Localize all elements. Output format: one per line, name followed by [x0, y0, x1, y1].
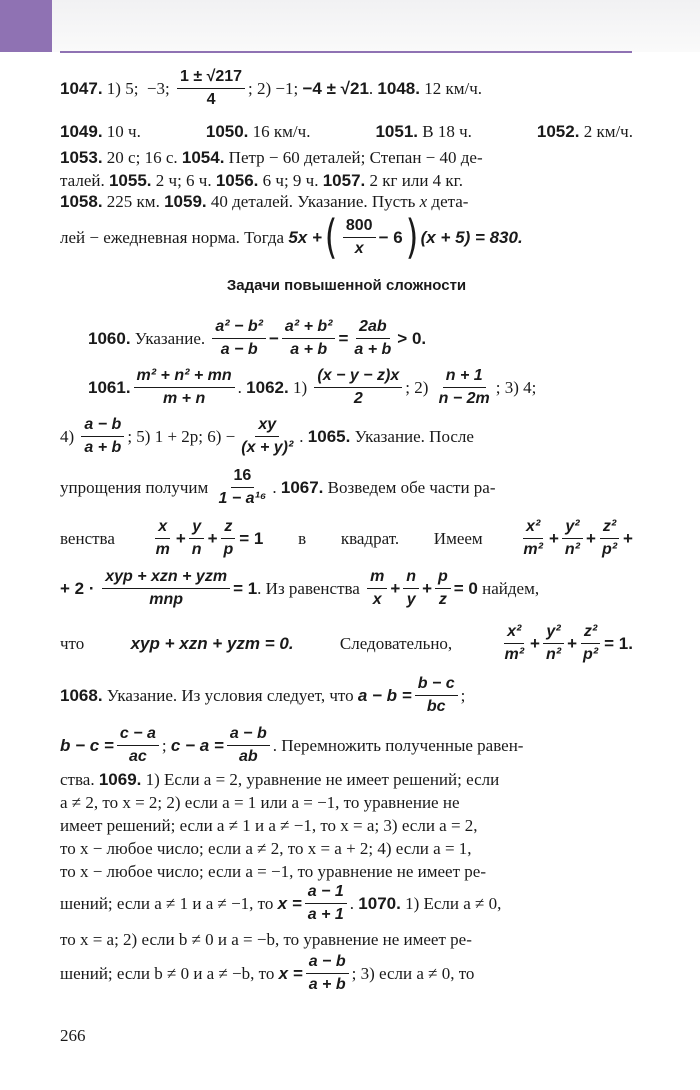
- answer-text: Указание. После: [350, 426, 474, 446]
- problem-number: 1052.: [536, 121, 580, 141]
- problem-number: 1057.: [322, 170, 366, 190]
- answer-text: то x − любое число; если a = −1, то уравнение не имеет ре-: [60, 861, 486, 881]
- math-expression: xyp + xzn + yzm = 0.: [130, 633, 294, 653]
- answer-text: 1) Если a ≠ 0,: [400, 893, 502, 913]
- operator: =: [338, 328, 349, 348]
- numerator: n: [403, 568, 419, 589]
- fraction: [212, 318, 266, 358]
- numerator: x: [155, 518, 170, 539]
- problem-number: 1061.: [88, 377, 131, 397]
- denominator: m²: [523, 540, 543, 558]
- denominator: n²: [545, 645, 562, 663]
- numerator: xy: [255, 416, 279, 437]
- numerator: a² + b²: [282, 318, 336, 339]
- fraction: [343, 217, 376, 257]
- numerator: z²: [581, 623, 600, 644]
- denominator: (x + y)²: [241, 438, 294, 456]
- answer-text: a ≠ 2, то x = 2; 2) если a = 1 или a = −1, то уравнение не: [60, 792, 460, 812]
- fraction: [305, 883, 347, 923]
- numerator: a − b: [81, 416, 124, 437]
- denominator: a + b: [354, 340, 392, 358]
- fraction: [351, 318, 394, 358]
- answer-line-2: [60, 120, 633, 142]
- answer-text: Следовательно,: [339, 633, 453, 653]
- numerator: 16: [231, 467, 255, 488]
- answer-text: венства: [60, 528, 115, 548]
- problem-number: 1059.: [164, 191, 207, 211]
- operator: +: [548, 528, 559, 548]
- answer-text: 2 кг или 4 кг.: [365, 170, 463, 190]
- math-variable: x: [419, 191, 428, 211]
- answer-text: .: [349, 893, 359, 913]
- problem-number: 1058.: [60, 191, 103, 211]
- answer-text: 4): [60, 426, 79, 446]
- problem-number: 1068.: [60, 685, 103, 705]
- answer-text: шений; если b ≠ 0 и a ≠ −b, то: [60, 963, 279, 983]
- math-expression: = 1.: [604, 633, 633, 653]
- answer-text: шений; если a ≠ 1 и a ≠ −1, то: [60, 893, 278, 913]
- answer-text: . Перемножить полученные равен-: [272, 735, 524, 755]
- math-expression: = 1: [233, 578, 258, 598]
- answer-line-15: [60, 720, 633, 770]
- answer-text: талей.: [60, 170, 109, 190]
- fraction: [134, 367, 235, 407]
- answer-line-13: [60, 618, 633, 668]
- answer-line-23: [60, 948, 633, 998]
- chapter-tab: [0, 0, 52, 52]
- answer-text: Указание. Из условия следует, что: [102, 685, 358, 705]
- answer-text: то x − любое число; если a ≠ 2, то x = a + 2; 4) если a = 1,: [60, 838, 472, 858]
- fraction: [435, 568, 451, 608]
- answer-text: упрощения получим: [60, 477, 213, 497]
- numerator: xyp + xzn + yzm: [102, 568, 230, 589]
- math-expression: (x + 5) = 830.: [420, 227, 523, 247]
- fraction: [81, 416, 124, 456]
- operator: +: [390, 578, 401, 598]
- operator: +: [530, 633, 540, 653]
- math-expression: − 6: [378, 227, 403, 247]
- operator: +: [567, 633, 578, 653]
- page-number: 266: [60, 1026, 86, 1045]
- answer-text: Возведем обе части ра-: [323, 477, 496, 497]
- page-header-band: [52, 0, 700, 52]
- denominator: m + n: [162, 389, 206, 407]
- numerator: y²: [543, 623, 563, 644]
- numerator: a − 1: [305, 883, 347, 904]
- math-expression: c − a =: [170, 735, 224, 755]
- answer-line-21: [60, 878, 633, 928]
- fraction: [543, 623, 564, 663]
- numerator: c − a: [117, 725, 159, 746]
- numerator: z²: [600, 518, 619, 539]
- answer-line-11: [60, 512, 633, 564]
- denominator: ac: [128, 747, 147, 765]
- fraction: [216, 467, 270, 507]
- answer-text: дета-: [427, 191, 469, 211]
- fraction: [227, 725, 270, 765]
- answer-text: 1) Если a = 2, уравнение не имеет решений; если: [141, 769, 500, 789]
- numerator: n + 1: [443, 367, 486, 388]
- numerator: x²: [504, 623, 524, 644]
- fraction: [520, 518, 546, 558]
- answer-line-8: [60, 362, 633, 412]
- fraction: [580, 623, 601, 663]
- header-rule: [60, 51, 632, 53]
- numerator: x²: [523, 518, 543, 539]
- math-expression: + 2 ·: [60, 578, 100, 598]
- answer-text: Имеем: [433, 528, 483, 548]
- operator: +: [422, 578, 432, 598]
- fraction: [403, 568, 419, 608]
- answer-text: 1): [288, 377, 312, 397]
- denominator: 4: [206, 90, 216, 108]
- problem-number: 1065.: [307, 426, 351, 446]
- answer-line-7: [60, 314, 633, 362]
- denominator: 2: [353, 389, 363, 407]
- fraction: [415, 675, 458, 715]
- denominator: mnp: [149, 590, 184, 608]
- numerator: m² + n² + mn: [134, 367, 235, 388]
- denominator: x: [354, 239, 364, 257]
- denominator: a + b: [290, 340, 328, 358]
- fraction: [153, 518, 173, 558]
- fraction: [306, 953, 349, 993]
- math-expression: b − c =: [60, 735, 114, 755]
- answer-line-17: [60, 791, 633, 813]
- denominator: n − 2m: [438, 389, 490, 407]
- answer-text: .: [299, 426, 308, 446]
- answer-text: 12 км/ч.: [419, 78, 482, 98]
- numerator: y²: [562, 518, 582, 539]
- problem-number: 1055.: [108, 170, 152, 190]
- fraction: [238, 416, 296, 456]
- answer-text: лей − ежедневная норма. Тогда: [60, 227, 289, 247]
- answer-line-10: [60, 462, 633, 512]
- denominator: n²: [564, 540, 580, 558]
- denominator: 1 − a¹⁶: [218, 489, 267, 507]
- numerator: b − c: [415, 675, 458, 696]
- answer-line-9: [60, 410, 633, 462]
- fraction: [177, 68, 245, 108]
- denominator: m²: [504, 645, 525, 663]
- answer-line-12: [60, 562, 633, 614]
- math-expression: x =: [278, 963, 303, 983]
- answer-line-1: [60, 68, 633, 108]
- answer-text: ; 2): [405, 377, 433, 397]
- answer-text: В 18 ч.: [418, 121, 477, 141]
- numerator: 1 ± √217: [177, 68, 245, 89]
- problem-number: 1049.: [60, 121, 103, 141]
- operator: +: [175, 528, 186, 548]
- math-expression: x =: [277, 893, 302, 913]
- operator: −: [268, 328, 279, 348]
- numerator: a − b: [306, 953, 349, 974]
- denominator: bc: [426, 697, 446, 715]
- operator: +: [586, 528, 596, 548]
- numerator: a² − b²: [212, 318, 266, 339]
- denominator: m: [155, 540, 170, 558]
- answer-text: . Из равенства: [257, 578, 365, 598]
- math-expression: a − b =: [357, 685, 412, 705]
- fraction: [599, 518, 620, 558]
- math-expression: = 1: [239, 528, 264, 548]
- answer-text: имеет решений; если a ≠ 1 и a ≠ −1, то x = a; 3) если a = 2,: [60, 815, 478, 835]
- denominator: z: [438, 590, 447, 608]
- problem-number: 1047.: [60, 78, 103, 98]
- answer-text: то x = a; 2) если b ≠ 0 и a = −b, то уравнение не имеет ре-: [60, 929, 472, 949]
- denominator: a + b: [308, 975, 346, 993]
- denominator: x: [372, 590, 382, 608]
- answer-text: ; 5) 1 + 2p; 6) −: [127, 426, 236, 446]
- answer-line-22: [60, 928, 633, 950]
- numerator: y: [189, 518, 204, 539]
- denominator: p: [223, 540, 234, 558]
- right-paren: ): [405, 210, 418, 264]
- fraction: [501, 623, 527, 663]
- answer-line-18: [60, 814, 633, 836]
- fraction: [282, 318, 336, 358]
- answer-text: Петр − 60 деталей; Степан − 40 де-: [224, 147, 483, 167]
- answer-line-3: [60, 146, 633, 168]
- problem-number: 1069.: [98, 769, 142, 789]
- numerator: a − b: [227, 725, 270, 746]
- answer-text: ; 2) −1;: [248, 78, 303, 98]
- answer-line-6: [60, 208, 633, 266]
- math-expression: 5x +: [288, 227, 322, 247]
- answer-text: в: [298, 528, 307, 548]
- fraction: [436, 367, 493, 407]
- answer-text: ;: [460, 685, 466, 705]
- answer-line-4: [60, 169, 633, 191]
- math-expression: −4 ± √21: [302, 78, 369, 98]
- problem-number: 1051.: [375, 121, 418, 141]
- answer-text: ;: [161, 735, 171, 755]
- numerator: 800: [343, 217, 376, 238]
- answer-text: 225 км.: [102, 191, 165, 211]
- answer-text: найдем,: [477, 578, 540, 598]
- denominator: a − b: [220, 340, 258, 358]
- denominator: n: [191, 540, 202, 558]
- answer-text: .: [237, 377, 247, 397]
- math-expression: > 0.: [397, 328, 427, 348]
- denominator: a + b: [84, 438, 122, 456]
- math-expression: = 0: [453, 578, 478, 598]
- fraction: [189, 518, 205, 558]
- fraction: [367, 568, 387, 608]
- answer-text: квадрат.: [340, 528, 400, 548]
- problem-number: 1048.: [377, 78, 420, 98]
- denominator: p²: [601, 540, 618, 558]
- denominator: y: [406, 590, 416, 608]
- denominator: a + 1: [307, 905, 344, 923]
- numerator: 2ab: [356, 318, 390, 339]
- problem-number: 1062.: [246, 377, 289, 397]
- answer-text: Указание.: [130, 328, 210, 348]
- answer-line-19: [60, 837, 633, 859]
- answer-text: 2 км/ч.: [579, 121, 633, 141]
- answer-text: .: [368, 78, 378, 98]
- fraction: [117, 725, 159, 765]
- problem-number: 1056.: [215, 170, 259, 190]
- numerator: z: [221, 518, 235, 539]
- problem-number: 1053.: [60, 147, 103, 167]
- answer-text: ; 3) если a ≠ 0, то: [351, 963, 475, 983]
- denominator: ab: [238, 747, 258, 765]
- fraction: [221, 518, 237, 558]
- answer-text: ; 3) 4;: [495, 377, 537, 397]
- operator: +: [623, 528, 633, 548]
- fraction: [102, 568, 230, 608]
- answer-text: .: [272, 477, 281, 497]
- answer-text: 2 ч; 6 ч.: [151, 170, 216, 190]
- answer-text: 20 с; 16 с.: [102, 147, 182, 167]
- denominator: p²: [583, 645, 599, 663]
- answer-text: 10 ч.: [102, 121, 146, 141]
- operator: +: [207, 528, 218, 548]
- answer-text: что: [60, 633, 85, 653]
- answer-text: 16 км/ч.: [248, 121, 315, 141]
- answer-text: 6 ч; 9 ч.: [258, 170, 323, 190]
- fraction: [314, 367, 402, 407]
- fraction: [562, 518, 583, 558]
- answer-text: 1) 5; −3;: [102, 78, 174, 98]
- answer-line-14: [60, 672, 633, 718]
- answer-text: ства.: [60, 769, 99, 789]
- section-heading: [60, 273, 633, 297]
- problem-number: 1070.: [358, 893, 401, 913]
- left-paren: (: [324, 210, 338, 264]
- problem-number: 1054.: [181, 147, 225, 167]
- answer-text: 40 деталей. Указание. Пусть: [206, 191, 420, 211]
- problem-number: 1050.: [205, 121, 249, 141]
- problem-number: 1067.: [280, 477, 324, 497]
- numerator: m: [367, 568, 387, 589]
- numerator: (x − y − z)x: [314, 367, 402, 388]
- problem-number: 1060.: [88, 328, 131, 348]
- answer-line-16: [60, 768, 633, 790]
- numerator: p: [435, 568, 451, 589]
- section-heading-text: Задачи повышенной сложности: [226, 276, 467, 294]
